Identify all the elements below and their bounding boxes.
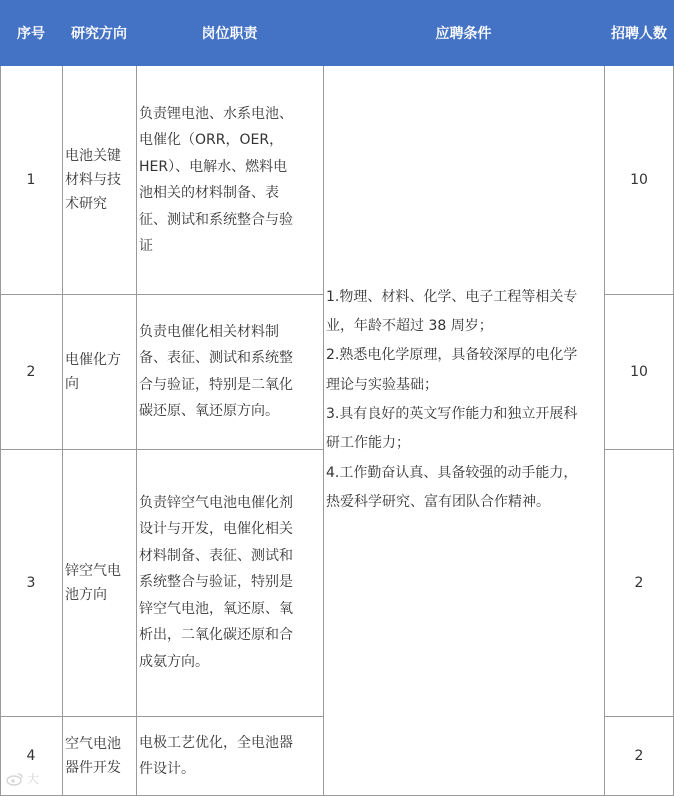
grid-line — [604, 66, 605, 796]
row2-duties — [136, 294, 323, 449]
row3-duty-line: 成氨方向。 — [139, 653, 209, 670]
header-duties: 岗位职责 — [136, 0, 323, 66]
header-direction: 研究方向 — [62, 0, 136, 66]
row1-direction-line: 术研究 — [65, 196, 107, 212]
row1-duty-line: 证 — [139, 238, 153, 254]
grid-line — [0, 716, 323, 717]
row3-duties-text — [139, 490, 293, 676]
requirement-line: 研工作能力； — [326, 435, 410, 452]
row4-duty-line: 电极工艺优化，全电池器 — [139, 734, 293, 751]
row2-duties-text — [139, 319, 293, 425]
requirement-line: 1.物理、材料、化学、电子工程等相关专 — [326, 288, 578, 305]
requirement-line: 2.熟悉电化学原理，具备较深厚的电化学 — [326, 347, 578, 364]
requirement-line: 业，年龄不超过 38 周岁； — [326, 318, 493, 335]
row3-duty-line: 设计与开发，电催化相关 — [139, 521, 293, 538]
header-no: 序号 — [0, 0, 62, 66]
header-headcount: 招聘人数 — [604, 0, 674, 66]
row3-duty-line: 负责锌空气电池电催化剂 — [139, 494, 293, 511]
row3-duty-line: 系统整合与验证，特别是 — [139, 574, 293, 591]
row2-direction — [62, 294, 136, 449]
row2-direction-line: 向 — [65, 375, 79, 392]
row1-direction-text — [65, 144, 121, 216]
row3-no: 3 — [26, 574, 36, 591]
row4-direction-text — [65, 732, 121, 780]
row1-duty-line: HER）、电解水、燃料电 — [139, 158, 288, 175]
row4-duties — [136, 716, 323, 796]
watermark — [6, 770, 39, 787]
row1-direction-line: 电池关键 — [65, 148, 121, 164]
row1-headcount: 10 — [630, 172, 648, 188]
row1-duties — [136, 66, 323, 294]
requirement-line: 4.工作勤奋认真、具备较强的动手能力， — [326, 464, 578, 481]
row3-duty-line: 锌空气电池，氧还原、氧 — [139, 600, 293, 617]
row2-no: 2 — [26, 363, 36, 380]
row2-direction-text — [65, 348, 121, 396]
row3-direction-line: 池方向 — [65, 586, 107, 603]
grid-line — [136, 66, 137, 796]
row2-duty-line: 负责电催化相关材料制 — [139, 323, 279, 340]
row4-headcount: 2 — [634, 748, 644, 764]
row3-direction-line: 锌空气电 — [65, 562, 121, 579]
row1-direction-line: 材料与技 — [65, 172, 121, 188]
requirement-line: 3.具有良好的英文写作能力和独立开展科 — [326, 406, 578, 422]
grid-line — [0, 294, 323, 295]
row2-duty-line: 备、表征、测试和系统整 — [139, 350, 293, 366]
row1-duty-line: 池相关的材料制备、表 — [139, 185, 279, 201]
grid-line — [604, 449, 674, 450]
requirements-cell — [323, 66, 604, 796]
row2-headcount: 10 — [630, 363, 648, 380]
grid-line — [0, 449, 323, 450]
requirement-line: 理论与实验基础； — [326, 376, 438, 393]
row1-duties-text — [139, 101, 293, 260]
row1-duty-line: 负责锂电池、水系电池、 — [139, 105, 293, 122]
row2-duty-line: 碳还原、氧还原方向。 — [139, 403, 279, 419]
grid-line — [323, 66, 324, 796]
row1-duty-line: 征、测试和系统整合与验 — [139, 211, 293, 228]
row1-duty-line: 电催化（ORR，OER， — [139, 132, 284, 148]
grid-line — [604, 716, 674, 717]
row3-duty-line: 材料制备、表征、测试和 — [139, 547, 293, 564]
row2-duty-line: 合与验证，特别是二氧化 — [139, 376, 293, 393]
grid-line — [604, 294, 674, 295]
row3-direction — [62, 449, 136, 716]
row3-duties — [136, 449, 323, 716]
grid-line — [0, 66, 1, 796]
grid-line — [62, 66, 63, 796]
row3-headcount: 2 — [634, 574, 644, 591]
row3-duty-line: 析出，二氧化碳还原和合 — [139, 627, 293, 644]
row4-direction-line: 空气电池 — [65, 736, 121, 752]
requirements-text — [326, 283, 577, 517]
row4-no: 4 — [26, 748, 36, 764]
row1-direction — [62, 66, 136, 294]
row4-direction — [62, 716, 136, 796]
row1-no: 1 — [26, 172, 36, 188]
row4-duty-line: 件设计。 — [139, 761, 195, 777]
requirement-line: 热爱科学研究、富有团队合作精神。 — [326, 493, 550, 510]
row3-direction-text — [65, 559, 121, 607]
row2-direction-line: 电催化方 — [65, 351, 121, 368]
weibo-icon — [6, 772, 24, 786]
row4-direction-line: 器件开发 — [65, 760, 121, 776]
header-requirements: 应聘条件 — [323, 0, 604, 66]
row4-duties-text — [139, 730, 293, 783]
watermark-text: 大 — [27, 772, 40, 786]
